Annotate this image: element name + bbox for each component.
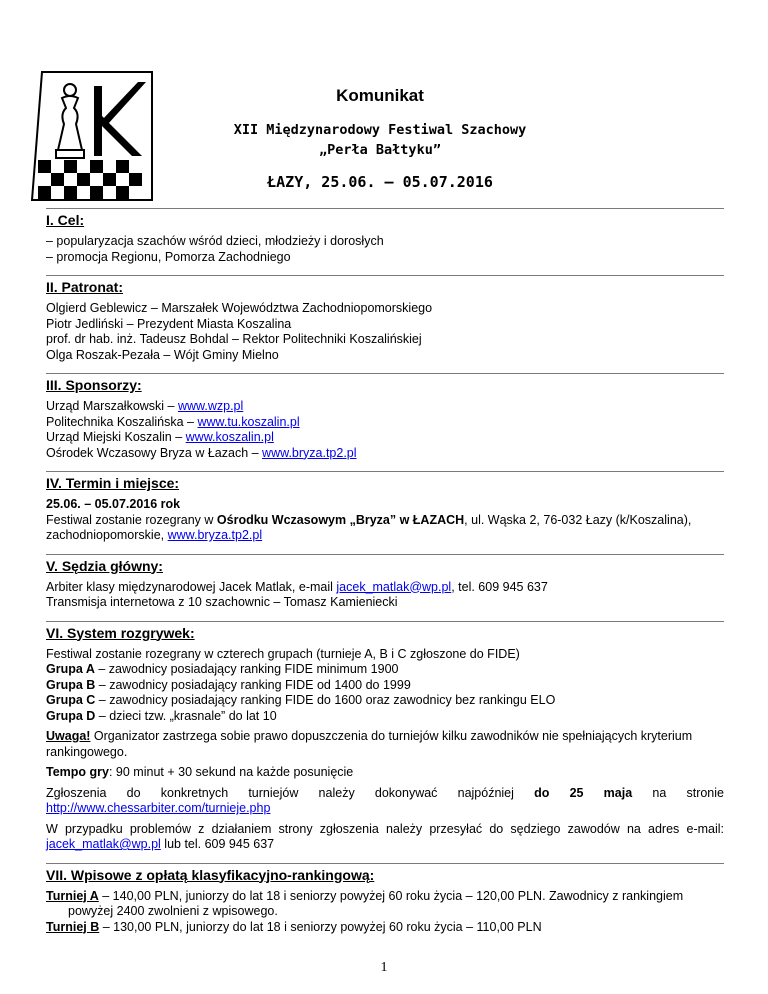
page-number: 1 xyxy=(380,960,388,975)
fee-text-b: – 130,00 PLN, juniorzy do lat 18 i seniorzy powyżej 60 roku życia – 110,00 PLN xyxy=(99,919,542,934)
text-line: Piotr Jedliński – Prezydent Miasta Koszalina xyxy=(46,316,292,331)
group-desc: – dzieci tzw. „krasnale” do lat 10 xyxy=(95,708,277,723)
festival-name: XII Międzynarodowy Festiwal Szachowy xyxy=(233,122,527,138)
sponsor-label: Politechnika Koszalińska – xyxy=(46,414,198,429)
problems-phone: lub tel. 609 945 637 xyxy=(160,837,275,851)
sponsor-label: Ośrodek Wczasowy Bryza w Łazach – xyxy=(46,445,263,460)
group-name: Grupa C xyxy=(46,693,96,707)
event-dates-text: 25.06. – 05.07.2016 rok xyxy=(46,497,181,511)
note-text: Organizator zastrzega sobie prawo dopuszczenia do turniejów kilku zawodników nie spełniających kryterium rankingowego. xyxy=(46,729,693,759)
registration-line xyxy=(46,786,724,802)
sponsor-link[interactable]: www.wzp.pl xyxy=(177,399,244,413)
broadcast-line: Transmisja internetowa z 10 szachownic – Tomasz Kamieniecki xyxy=(46,595,398,609)
registration-link-line xyxy=(46,801,724,817)
document-body xyxy=(46,208,724,935)
section-fees xyxy=(46,863,724,936)
section-patronage xyxy=(46,275,724,363)
sponsor-link[interactable]: www.tu.koszalin.pl xyxy=(197,414,300,429)
fee-text-a: – 140,00 PLN, juniorzy do lat 18 i seniorzy powyżej 60 roku życia – 120,00 PLN. Zawodnicy z rankingiem xyxy=(98,888,684,903)
text-line: Olga Roszak-Pezała – Wójt Gminy Mielno xyxy=(46,347,279,362)
registration-text-end: na stronie xyxy=(632,785,724,800)
group-desc: – zawodnicy posiadający ranking FIDE od 1400 do 1999 xyxy=(95,677,411,692)
sponsor-link[interactable]: www.koszalin.pl xyxy=(185,430,274,444)
fee-line-a xyxy=(46,889,724,905)
group-desc: – zawodnicy posiadający ranking FIDE do 1600 oraz zawodnicy bez rankingu ELO xyxy=(95,693,556,707)
registration-deadline: do 25 maja xyxy=(534,785,633,800)
sponsor-item xyxy=(46,415,724,431)
section-goal xyxy=(46,208,724,265)
problems-email-link[interactable]: jacek_matlak@wp.pl xyxy=(46,837,161,851)
fee-line-a-cont: powyżej 2400 zwolnieni z wpisowego. xyxy=(68,904,278,918)
sponsor-item xyxy=(46,399,724,415)
tempo-label: Tempo gry xyxy=(46,765,109,779)
chess-club-logo xyxy=(28,68,156,204)
group-name: Grupa B xyxy=(46,677,96,692)
section-chief-arbiter xyxy=(46,554,724,611)
page-title: Komunikat xyxy=(336,86,424,105)
sponsor-item xyxy=(46,446,724,462)
section-heading: I. Cel: xyxy=(46,208,724,229)
venue-line xyxy=(46,513,724,529)
problems-text: W przypadku problemów z działaniem strony zgłoszenia należy przesyłać do sędziego zawodów na adres e-mail: xyxy=(46,821,724,836)
group-line xyxy=(46,662,724,678)
text-line: prof. dr hab. inż. Tadeusz Bohdal – Rektor Politechniki Koszalińskiej xyxy=(46,332,422,346)
group-line xyxy=(46,693,724,709)
arbiter-email-link[interactable]: jacek_matlak@wp.pl xyxy=(336,579,452,594)
section-heading: V. Sędzia główny: xyxy=(46,554,724,575)
venue-line xyxy=(46,528,724,544)
text-line: – promocja Regionu, Pomorza Zachodniego xyxy=(46,249,291,264)
group-desc: – zawodnicy posiadający ranking FIDE minimum 1900 xyxy=(94,662,399,676)
group-line xyxy=(46,678,724,694)
sponsor-link[interactable]: www.bryza.tp2.pl xyxy=(262,445,357,460)
section-heading: VI. System rozgrywek: xyxy=(46,621,724,642)
section-date-place xyxy=(46,471,724,544)
sponsor-label: Urząd Marszałkowski – xyxy=(46,399,178,413)
venue-name: Ośrodku Wczasowym „Bryza” w ŁAZACH xyxy=(216,512,465,527)
section-heading: III. Sponsorzy: xyxy=(46,373,724,394)
arbiter-text: Arbiter klasy międzynarodowej Jacek Matlak, e-mail xyxy=(46,579,337,594)
section-system xyxy=(46,621,724,853)
note-label: Uwaga! xyxy=(46,729,91,743)
fee-line-b xyxy=(46,920,724,936)
venue-link[interactable]: www.bryza.tp2.pl xyxy=(167,528,263,542)
fee-label-a: Turniej A xyxy=(46,888,99,903)
sponsor-label: Urząd Miejski Koszalin – xyxy=(46,430,186,444)
venue-text: Festiwal zostanie rozegrany w xyxy=(46,512,217,527)
fee-label-b: Turniej B xyxy=(46,919,100,934)
tempo-line xyxy=(46,765,724,781)
section-heading: IV. Termin i miejsce: xyxy=(46,471,724,492)
sponsor-item xyxy=(46,430,724,446)
arbiter-line xyxy=(46,580,724,596)
event-dates xyxy=(46,497,724,513)
text-line: – popularyzacja szachów wśród dzieci, młodzieży i dorosłych xyxy=(46,234,384,248)
system-intro: Festiwal zostanie rozegrany w czterech grupach (turnieje A, B i C zgłoszone do FIDE) xyxy=(46,646,520,661)
note-paragraph xyxy=(46,729,724,760)
registration-link[interactable]: http://www.chessarbiter.com/turnieje.php xyxy=(46,801,271,815)
group-line xyxy=(46,709,724,725)
venue-address: , ul. Wąska 2, 76-032 Łazy (k/Koszalina), xyxy=(464,512,692,527)
text-line: Olgierd Geblewicz – Marszałek Województwa Zachodniopomorskiego xyxy=(46,301,433,315)
festival-subtitle: „Perła Bałtyku” xyxy=(319,142,441,158)
tempo-text: : 90 minut + 30 sekund na każde posunięcie xyxy=(108,765,354,779)
problems-paragraph xyxy=(46,822,724,853)
group-name: Grupa D xyxy=(46,708,96,723)
festival-date: ŁAZY, 25.06. – 05.07.2016 xyxy=(267,173,493,191)
arbiter-phone: , tel. 609 945 637 xyxy=(451,579,548,594)
group-name: Grupa A xyxy=(46,662,95,676)
section-heading: VII. Wpisowe z opłatą klasyfikacyjno-rankingową: xyxy=(46,863,724,884)
registration-text: Zgłoszenia do konkretnych turniejów należy dokonywać najpóźniej xyxy=(46,785,535,800)
section-heading: II. Patronat: xyxy=(46,275,724,296)
section-sponsors xyxy=(46,373,724,461)
venue-region: zachodniopomorskie, xyxy=(46,528,168,542)
